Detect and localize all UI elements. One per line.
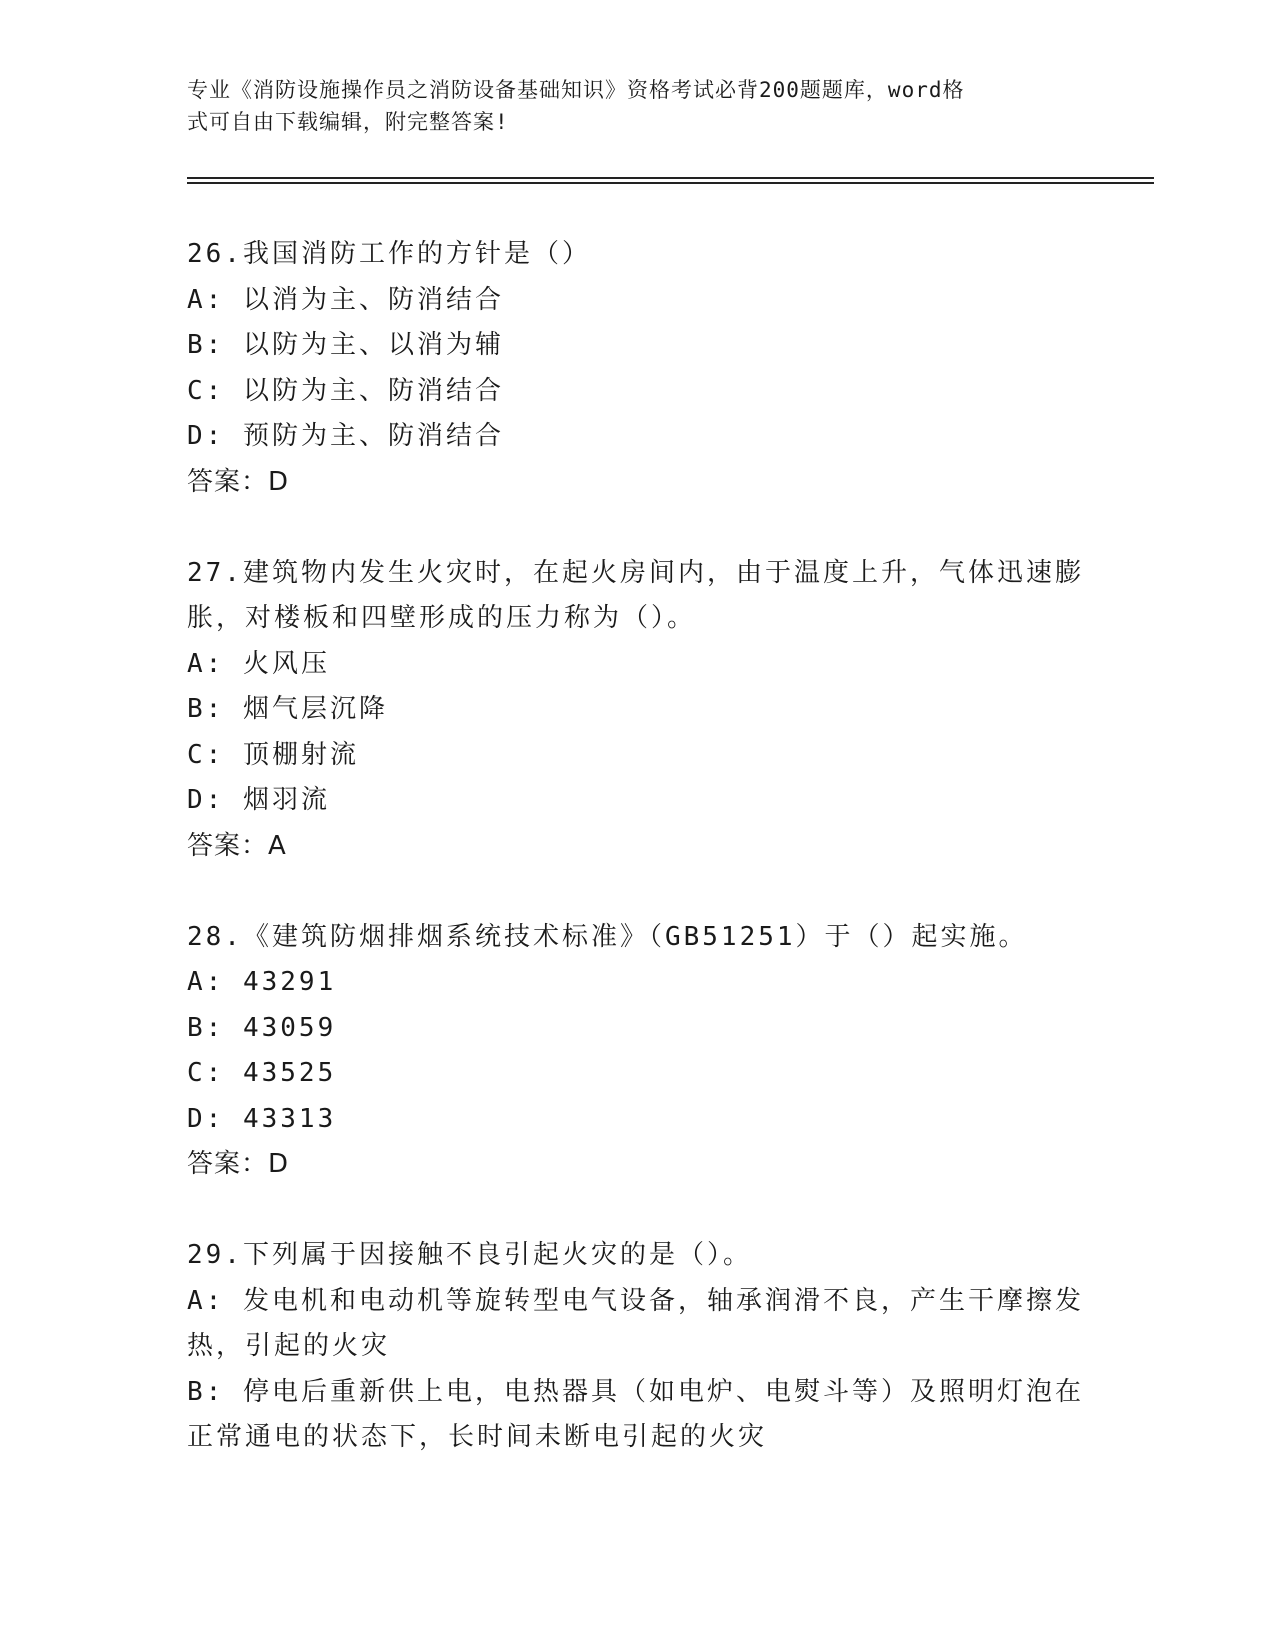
answer: 答案：D [187,1149,290,1179]
option-b: B: 烟气层沉降 [187,694,388,724]
document-header [187,74,1067,138]
question-spacer [187,505,1087,551]
option-a: A: 以消为主、防消结合 [187,284,504,315]
question-26 [187,232,1087,505]
option-a: A: 火风压 [187,648,330,679]
option-a-continued: 热，引起的火灾 [187,1331,391,1361]
header-line-2: 式可自由下载编辑，附完整答案! [187,110,509,134]
option-d: D: 烟羽流 [187,785,330,815]
question-stem: 29.下列属于因接触不良引起火灾的是（）。 [187,1240,752,1270]
question-29 [187,1233,1087,1461]
option-b: B: 43059 [187,1012,337,1043]
option-b: B: 停电后重新供上电，电热器具（如电炉、电熨斗等）及照明灯泡在 [187,1376,1084,1407]
question-spacer [187,869,1087,915]
option-a: A: 发电机和电动机等旋转型电气设备，轴承润滑不良，产生干摩擦发 [187,1285,1084,1316]
option-c: C: 43525 [187,1058,337,1088]
question-spacer [187,1188,1087,1234]
answer: 答案：A [187,830,287,861]
option-c: C: 以防为主、防消结合 [187,375,504,406]
option-b-continued: 正常通电的状态下，长时间未断电引起的火灾 [187,1422,768,1452]
option-a: A: 43291 [187,967,337,997]
question-stem: 28.《建筑防烟排烟系统技术标准》（GB51251）于（）起实施。 [187,921,1028,952]
header-line-1: 专业《消防设施操作员之消防设备基础知识》资格考试必背200题题库，word格 [187,78,965,102]
question-28 [187,915,1087,1188]
option-b: B: 以防为主、以消为辅 [187,330,504,360]
header-rule-top [187,177,1154,179]
question-27 [187,551,1087,870]
option-d: D: 43313 [187,1103,337,1134]
question-list [187,232,1087,1461]
option-d: D: 预防为主、防消结合 [187,421,504,451]
header-rule-bottom [187,182,1154,184]
answer: 答案：D [187,466,290,497]
question-stem: 27.建筑物内发生火灾时，在起火房间内，由于温度上升，气体迅速膨 [187,557,1084,588]
question-stem-continued: 胀，对楼板和四壁形成的压力称为（）。 [187,603,697,633]
question-stem: 26.我国消防工作的方针是（） [187,239,591,269]
option-c: C: 顶棚射流 [187,739,359,770]
